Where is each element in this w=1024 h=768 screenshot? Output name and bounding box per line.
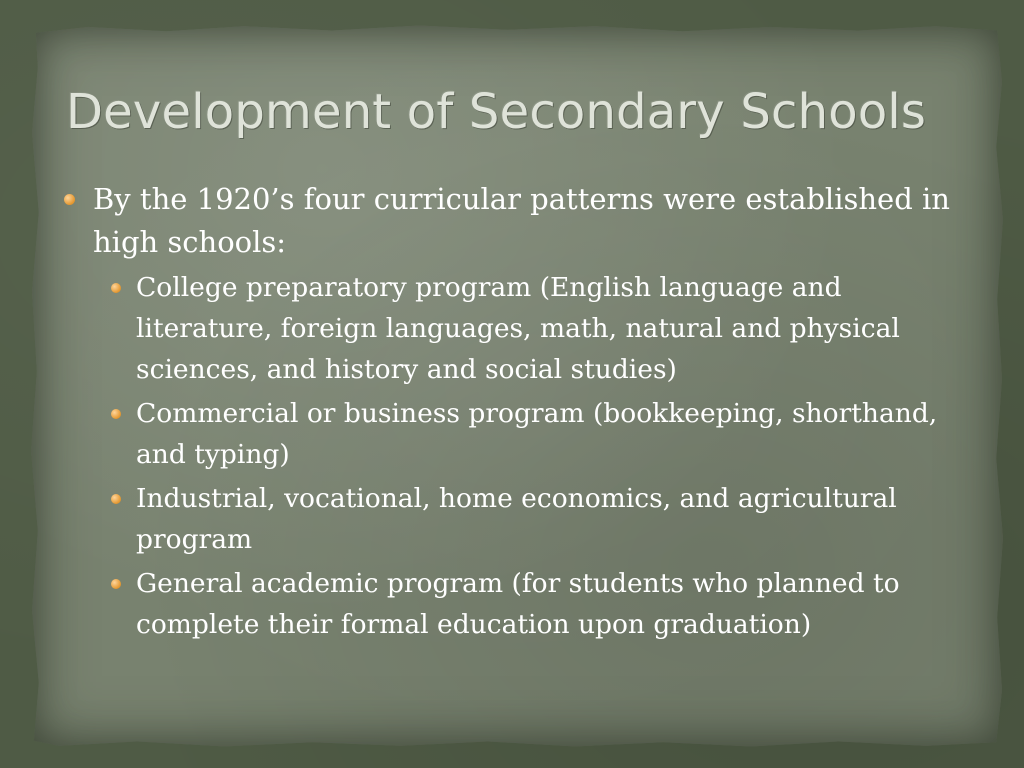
sub-bullet-list	[103, 267, 972, 645]
main-bullet-text: By the 1920’s four curricular patterns were established in high schools:	[93, 182, 950, 259]
bullet-dot-icon	[111, 409, 121, 419]
bullet-dot-icon	[111, 579, 121, 589]
sub-bullet-text: College preparatory program (English language and literature, foreign languages, math, natural and physical sciences, and history and social studies)	[136, 272, 900, 385]
main-bullet	[62, 178, 972, 645]
sub-bullet-text: General academic program (for students who planned to complete their formal education upon graduation)	[136, 568, 900, 640]
sub-bullet-commercial	[103, 393, 972, 475]
bullet-dot-icon	[111, 283, 121, 293]
sub-bullet-industrial	[103, 478, 972, 560]
bullet-dot-icon	[111, 494, 121, 504]
sub-bullet-general-academic	[103, 563, 972, 645]
sub-bullet-text: Commercial or business program (bookkeeping, shorthand, and typing)	[136, 398, 938, 470]
sub-bullet-text: Industrial, vocational, home economics, and agricultural program	[136, 483, 897, 555]
bullet-dot-icon	[64, 194, 75, 205]
slide-title: Development of Secondary Schools	[66, 84, 927, 140]
content-list	[62, 178, 972, 645]
sub-bullet-college-prep	[103, 267, 972, 390]
